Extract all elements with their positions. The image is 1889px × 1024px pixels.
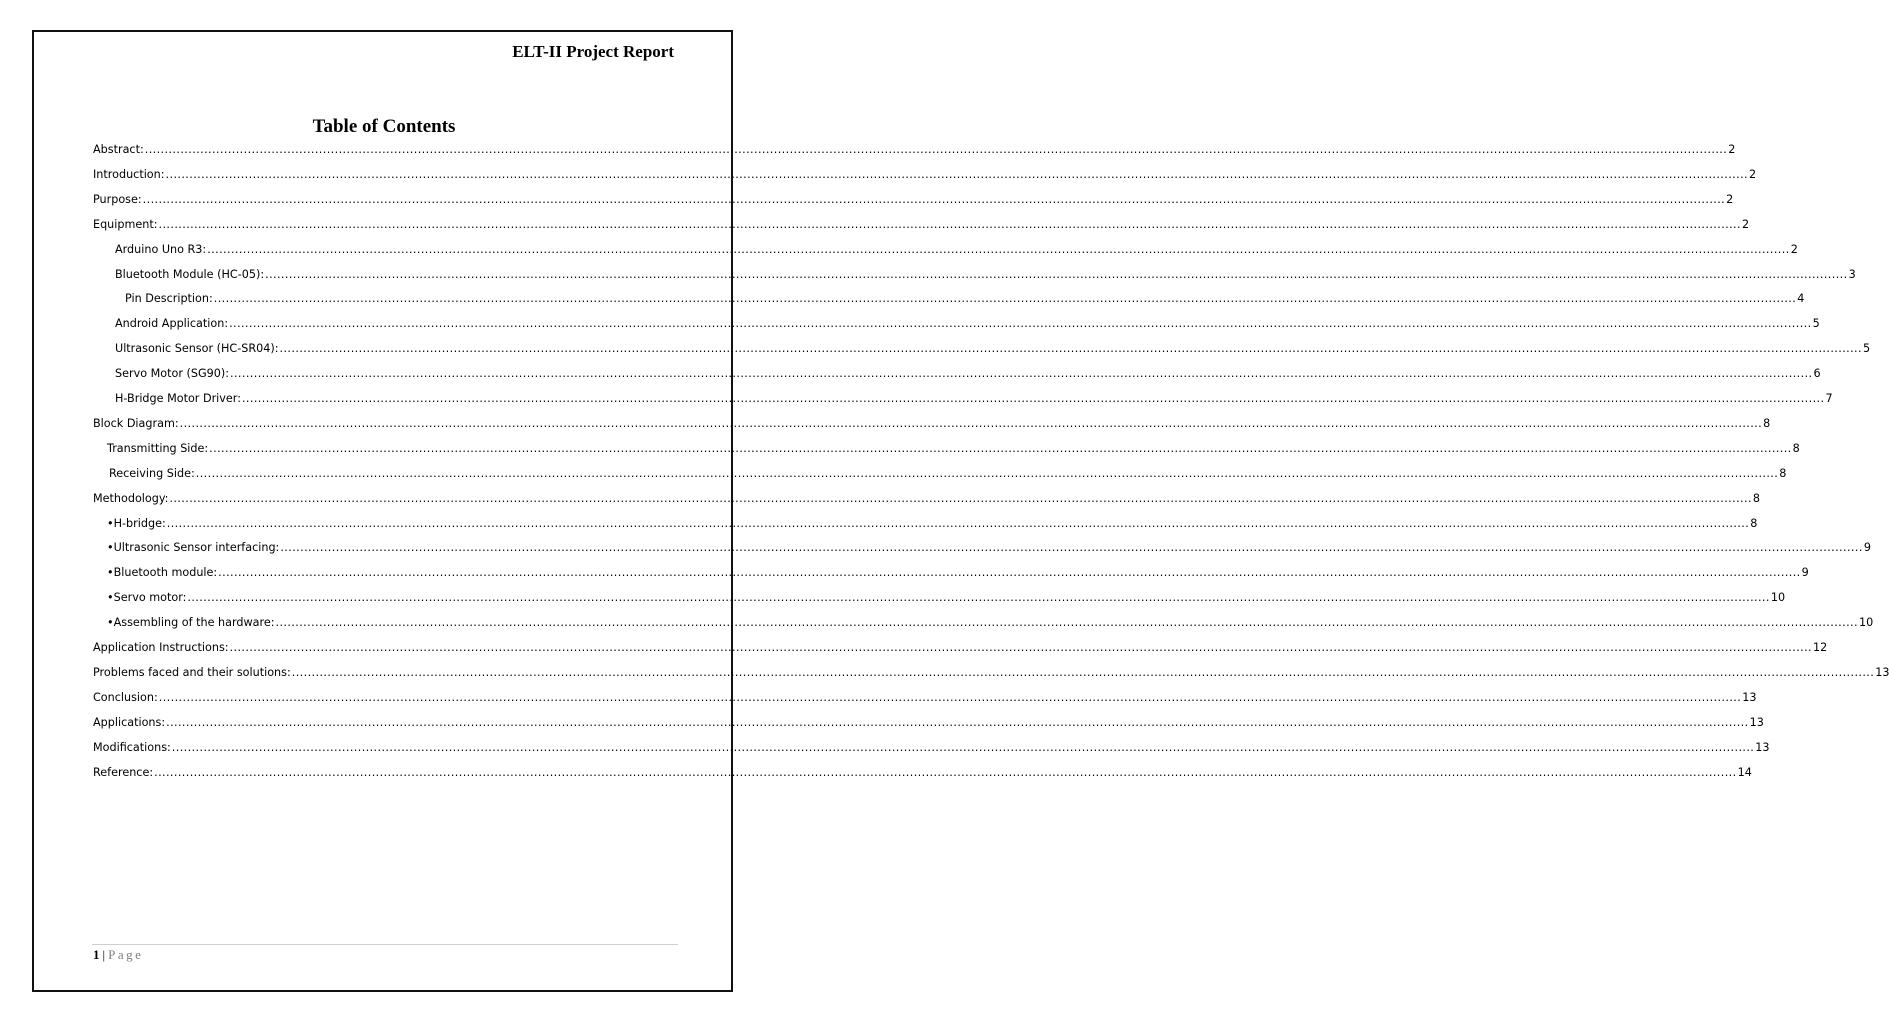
toc-entry[interactable] — [93, 192, 1734, 208]
toc-entry[interactable] — [93, 167, 1757, 183]
toc-dot-leader: ................................................................................................................................................................................................................................................................................................................................................................................................................ — [166, 516, 1750, 530]
toc-entry[interactable] — [125, 291, 1805, 307]
toc-entry[interactable] — [93, 416, 1771, 432]
page-footer — [93, 947, 143, 963]
toc-entry[interactable] — [93, 217, 1750, 233]
toc-entry-page: 13 — [1755, 740, 1770, 754]
toc-dot-leader: ................................................................................................................................................................................................................................................................................................................................................................................................................ — [158, 690, 1742, 704]
toc-entry-page: 10 — [1858, 616, 1874, 630]
toc-dot-leader: ................................................................................................................................................................................................................................................................................................................................................................................................................ — [209, 441, 1792, 455]
toc-dot-leader: ................................................................................................................................................................................................................................................................................................................................................................................................................ — [142, 192, 1726, 206]
toc-dot-leader: ................................................................................................................................................................................................................................................................................................................................................................................................................ — [207, 242, 1790, 256]
toc-entry[interactable] — [115, 341, 1871, 357]
toc-entry[interactable] — [115, 391, 1833, 407]
toc-dot-leader: ................................................................................................................................................................................................................................................................................................................................................................................................................ — [275, 616, 1858, 630]
toc-entry-label: Bluetooth Module (HC-05): — [115, 267, 265, 281]
toc-entry[interactable] — [107, 540, 1871, 556]
toc-entry-label: Ultrasonic Sensor interfacing: — [113, 541, 280, 555]
toc-entry-page: 13 — [1749, 715, 1764, 729]
toc-dot-leader: ................................................................................................................................................................................................................................................................................................................................................................................................................ — [158, 217, 1741, 231]
toc-entry-label: Problems faced and their solutions: — [93, 665, 291, 679]
toc-dot-leader: ................................................................................................................................................................................................................................................................................................................................................................................................................ — [169, 491, 1752, 505]
toc-entry-label: Introduction: — [93, 167, 165, 181]
toc-entry[interactable] — [107, 590, 1786, 606]
toc-dot-leader: ................................................................................................................................................................................................................................................................................................................................................................................................................ — [279, 342, 1862, 356]
toc-entry-page: 6 — [1813, 367, 1821, 381]
toc-dot-leader: ................................................................................................................................................................................................................................................................................................................................................................................................................ — [154, 765, 1737, 779]
toc-entry-page: 9 — [1801, 566, 1809, 580]
toc-entry-page: 2 — [1726, 192, 1734, 206]
toc-entry-label: Applications: — [93, 715, 166, 729]
toc-entry[interactable] — [93, 640, 1828, 656]
toc-dot-leader: ................................................................................................................................................................................................................................................................................................................................................................................................................ — [265, 267, 1848, 281]
toc-entry[interactable] — [93, 690, 1757, 706]
toc-entry-label: Ultrasonic Sensor (HC-SR04): — [115, 342, 279, 356]
toc-entry-page: 8 — [1792, 441, 1800, 455]
toc-entry[interactable] — [109, 466, 1787, 482]
toc-entry-label: Abstract: — [93, 143, 144, 156]
bullet-icon: • — [107, 541, 114, 555]
toc-entry[interactable] — [93, 715, 1764, 731]
toc-entry-label: Assembling of the hardware: — [113, 616, 275, 630]
toc-entry[interactable] — [93, 740, 1770, 756]
toc-entry[interactable] — [107, 516, 1758, 532]
footer-separator: | — [102, 947, 106, 962]
toc-entry-page: 10 — [1770, 591, 1786, 605]
toc-entry[interactable] — [115, 316, 1820, 332]
toc-dot-leader: ................................................................................................................................................................................................................................................................................................................................................................................................................ — [179, 416, 1763, 430]
toc-entry-page: 4 — [1797, 292, 1805, 306]
toc-entry-page: 5 — [1862, 342, 1871, 356]
toc-dot-leader: ................................................................................................................................................................................................................................................................................................................................................................................................................ — [166, 715, 1749, 729]
toc-entry-label: Methodology: — [93, 491, 169, 505]
toc-dot-leader: ................................................................................................................................................................................................................................................................................................................................................................................................................ — [229, 317, 1812, 331]
toc-entry-page: 2 — [1741, 217, 1750, 231]
bullet-icon: • — [107, 591, 114, 605]
toc-entry-label: Pin Description: — [125, 292, 213, 306]
toc-entry-page: 2 — [1790, 242, 1798, 256]
toc-entry-label: Servo Motor (SG90): — [115, 367, 229, 381]
toc-entry-label: Arduino Uno R3: — [115, 242, 207, 256]
toc-dot-leader: ................................................................................................................................................................................................................................................................................................................................................................................................................ — [291, 665, 1875, 679]
toc-dot-leader: ................................................................................................................................................................................................................................................................................................................................................................................................................ — [213, 292, 1797, 306]
toc-entry-page: 8 — [1779, 466, 1787, 480]
toc-entry-label: Android Application: — [115, 317, 229, 331]
toc-entry-page: 8 — [1750, 516, 1758, 530]
toc-entry-label: Modifications: — [93, 740, 171, 754]
toc-entry-label: H-Bridge Motor Driver: — [115, 392, 241, 405]
toc-entry[interactable] — [93, 765, 1752, 781]
toc-dot-leader: ................................................................................................................................................................................................................................................................................................................................................................................................................ — [218, 566, 1801, 580]
toc-title: Table of Contents — [312, 116, 456, 137]
toc-dot-leader: ................................................................................................................................................................................................................................................................................................................................................................................................................ — [165, 167, 1749, 181]
toc-entry-page: 7 — [1825, 392, 1833, 405]
toc-entry-page: 2 — [1749, 167, 1757, 181]
toc-dot-leader: ................................................................................................................................................................................................................................................................................................................................................................................................................ — [187, 591, 1770, 605]
toc-entry-label: Purpose: — [93, 192, 142, 206]
toc-entry-label: Equipment: — [93, 217, 158, 231]
toc-entry[interactable] — [107, 441, 1800, 457]
toc-entry-page: 8 — [1763, 416, 1771, 430]
toc-entry[interactable] — [115, 242, 1798, 258]
toc-dot-leader: ................................................................................................................................................................................................................................................................................................................................................................................................................ — [144, 143, 1728, 156]
toc-entry-label: Transmitting Side: — [107, 441, 209, 455]
toc-dot-leader: ................................................................................................................................................................................................................................................................................................................................................................................................................ — [230, 367, 1813, 381]
toc-entry-page: 13 — [1875, 665, 1889, 679]
toc-entry[interactable] — [107, 565, 1809, 581]
toc-dot-leader: ................................................................................................................................................................................................................................................................................................................................................................................................................ — [171, 740, 1755, 754]
footer-page-word: Page — [108, 947, 144, 962]
toc-entry-label: Servo motor: — [113, 591, 187, 605]
toc-entry-label: Block Diagram: — [93, 416, 179, 430]
toc-dot-leader: ................................................................................................................................................................................................................................................................................................................................................................................................................ — [229, 641, 1813, 654]
toc-entry-page: 8 — [1752, 491, 1761, 505]
bullet-icon: • — [107, 616, 114, 630]
toc-entry[interactable] — [93, 665, 1889, 681]
toc-entry-page: 13 — [1742, 690, 1757, 704]
footer-page-number: 1 — [93, 947, 100, 962]
toc-entry-page: 9 — [1863, 541, 1871, 555]
toc-entry-page: 5 — [1812, 317, 1820, 331]
toc-entry-label: Conclusion: — [93, 690, 158, 704]
toc-entry[interactable] — [115, 267, 1856, 283]
toc-entry[interactable] — [93, 491, 1761, 507]
toc-entry-page: 12 — [1813, 641, 1828, 654]
toc-entry-label: Application Instructions: — [93, 641, 229, 654]
toc-entry-label: Receiving Side: — [109, 466, 195, 480]
toc-entry-label: H-bridge: — [113, 516, 166, 530]
toc-entry-page: 2 — [1728, 143, 1736, 156]
toc-entry-label: Bluetooth module: — [113, 566, 218, 580]
bullet-icon: • — [107, 516, 114, 530]
footer-divider — [92, 944, 678, 945]
toc-dot-leader: ................................................................................................................................................................................................................................................................................................................................................................................................................ — [195, 466, 1779, 480]
toc-entry[interactable] — [93, 142, 1736, 158]
document-header-title: ELT-II Project Report — [512, 42, 674, 61]
toc-dot-leader: ................................................................................................................................................................................................................................................................................................................................................................................................................ — [241, 392, 1825, 405]
toc-entry-label: Reference: — [93, 765, 154, 779]
bullet-icon: • — [107, 566, 114, 580]
toc-entry[interactable] — [115, 366, 1821, 382]
toc-entry-page: 14 — [1737, 765, 1752, 779]
toc-entry-page: 3 — [1848, 267, 1856, 281]
toc-dot-leader: ................................................................................................................................................................................................................................................................................................................................................................................................................ — [280, 541, 1863, 555]
toc-entry[interactable] — [107, 615, 1874, 631]
